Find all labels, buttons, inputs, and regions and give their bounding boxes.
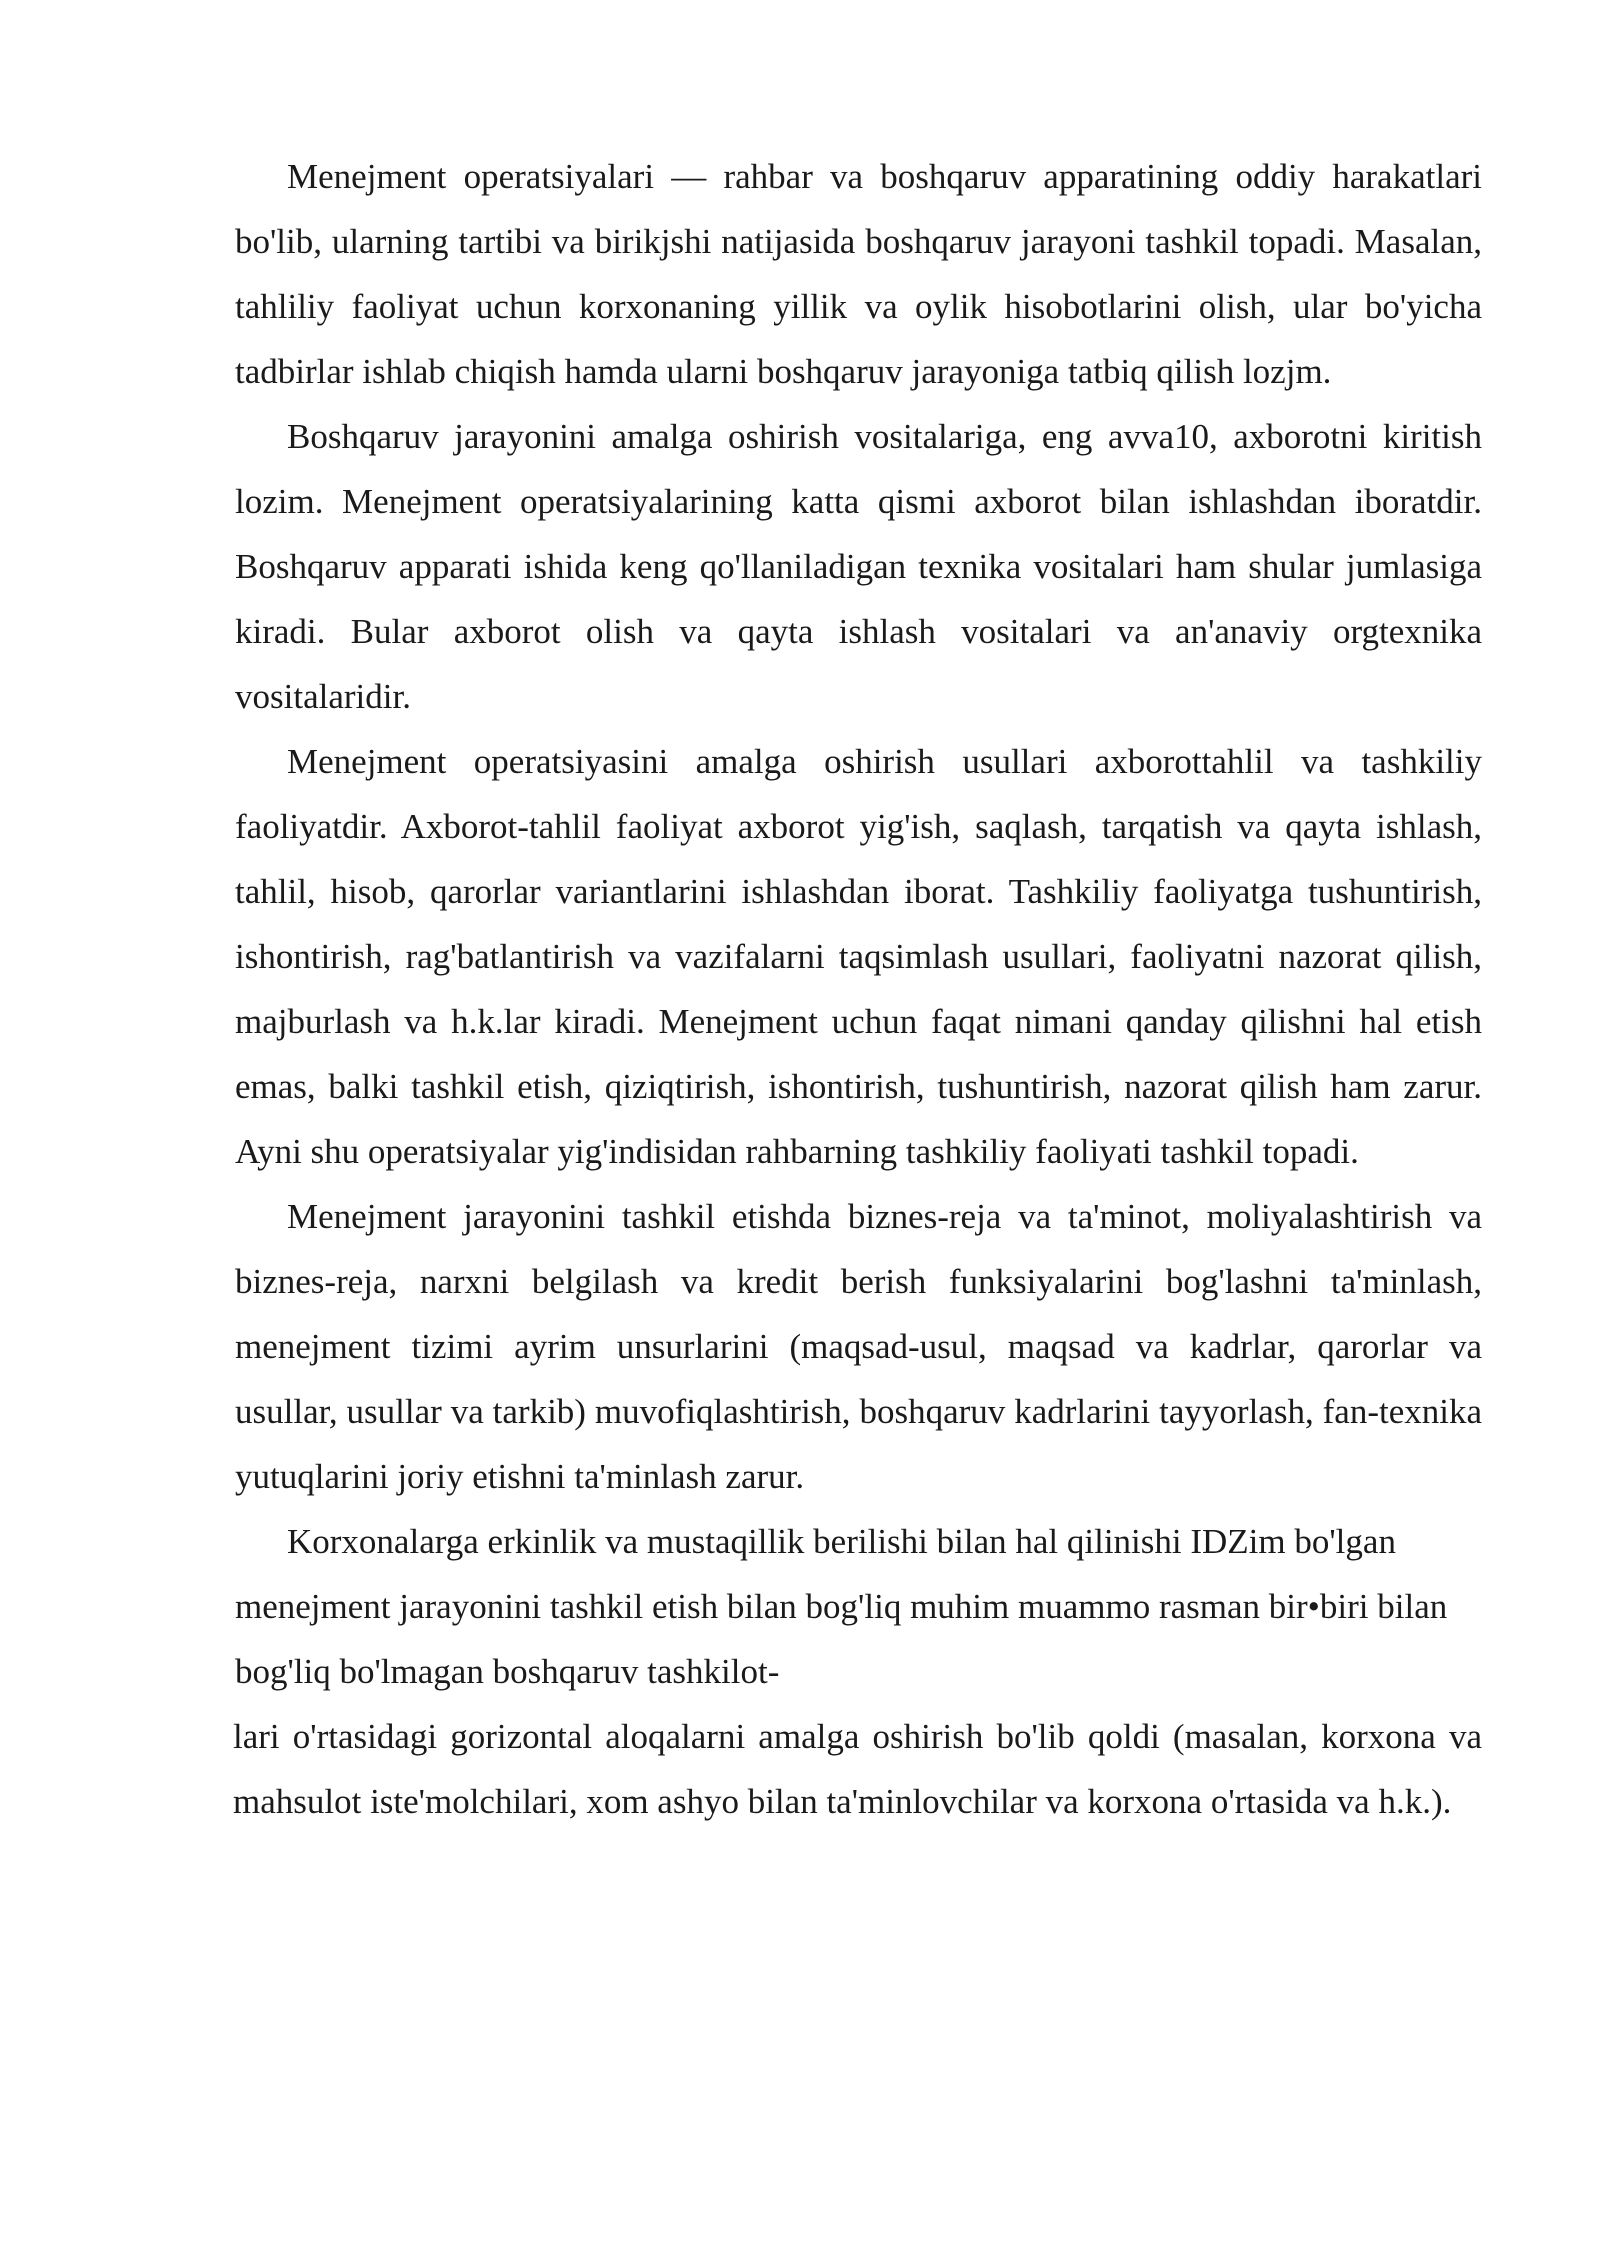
paragraph-3: Menejment operatsiyasini amalga oshirish usullari axborottahlil va tashkiliy faoliyatdir. Axborot-tahlil faoliyat axborot yig'ish, saqlash, tarqatish va qayta ishlash, tahlil, hisob, qarorlar variantlarini ishlashdan iborat. Tashkiliy faoliyatga tushuntirish, ishontirish, rag'batlantirish va vazifalarni taqsimlash usullari, faoliyatni nazorat qilish, majburlash va h.k.lar kiradi. Menejment uchun faqat nimani qanday qilishni hal etish emas, balki tashkil etish, qiziqtirish, ishontirish, tushuntirish, nazorat qilish ham zarur. Ayni shu operatsiyalar yig'indisidan rahbarning tashkiliy faoliyati tashkil topadi. [235, 742, 1482, 1171]
paragraph-5: Korxonalarga erkinlik va mustaqillik berilishi bilan hal qilinishi IDZim bo'lgan menejment jarayonini tashkil etish bilan bog'liq muhim muammo rasman bir•biri bilan bog'liq bo'lmagan boshqaruv tashkilot- [235, 1522, 1448, 1691]
paragraph-4: Menejment jarayonini tashkil etishda biznes-reja va ta'minot, moliyalashtirish va biznes-reja, narxni belgilash va kredit berish funksiyalarini bog'lashni ta'minlash, menejment tizimi ayrim unsurlarini (maqsad-usul, maqsad va kadrlar, qarorlar va usullar, usullar va tarkib) muvofiqlashtirish, boshqaruv kadrlarini tayyorlash, fan-texnika yutuqlarini joriy etishni ta'minlash zarur. [235, 1197, 1482, 1496]
paragraph-1: Menejment operatsiyalari — rahbar va boshqaruv apparatining oddiy harakatlari bo'lib, ularning tartibi va birikjshi natijasida boshqaruv jarayoni tashkil topadi. Masalan, tahliliy faoliyat uchun korxonaning yillik va oylik hisobotlarini olish, ular bo'yicha tadbirlar ishlab chiqish hamda ularni boshqaruv jarayoniga tatbiq qilish lozjm. [235, 157, 1482, 391]
document-body [235, 144, 1482, 1834]
paragraph-5-continuation: lari o'rtasidagi gorizontal aloqalarni amalga oshirish bo'lib qoldi (masalan, korxona va mahsulot iste'molchilari, xom ashyo bilan ta'minlovchilar va korxona o'rtasida va h.k.). [233, 1717, 1482, 1821]
paragraph-2: Boshqaruv jarayonini amalga oshirish vositalariga, eng avva10, axborotni kiritish lozim. Menejment operatsiyalarining katta qismi axborot bilan ishlashdan iboratdir. Boshqaruv apparati ishida keng qo'llaniladigan texnika vositalari ham shular jumlasiga kiradi. Bular axborot olish va qayta ishlash vositalari va an'anaviy orgtexnika vositalaridir. [235, 417, 1482, 716]
